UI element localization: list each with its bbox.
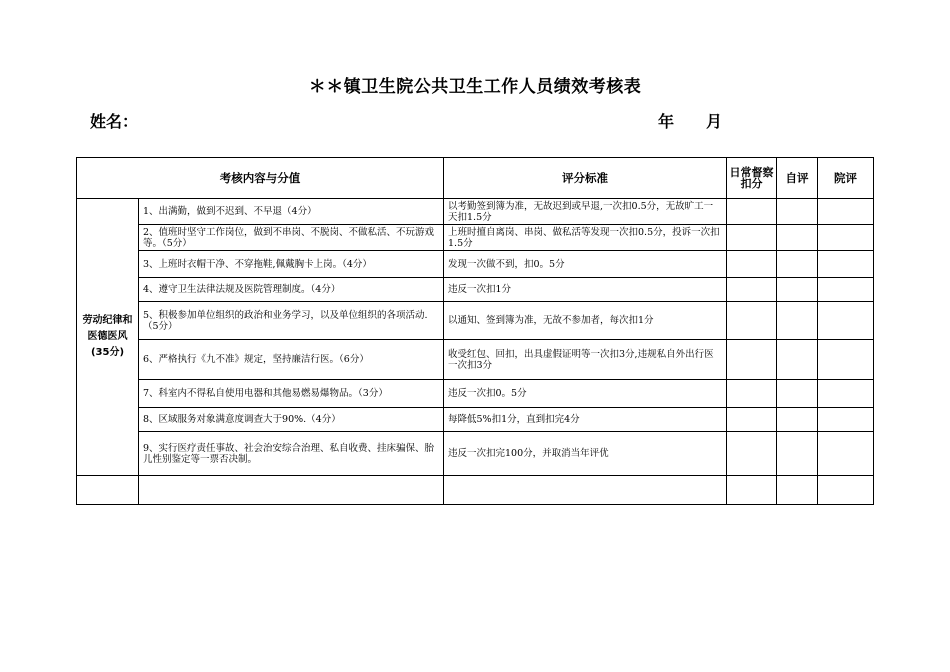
item-cell: 8、区域服务对象满意度调查大于90%.（4分） <box>139 408 444 432</box>
self-cell[interactable] <box>777 225 818 251</box>
self-cell[interactable] <box>777 251 818 278</box>
empty-cell[interactable] <box>77 476 139 505</box>
category-cell: 劳动纪律和医德医风(35分) <box>77 199 139 476</box>
hospital-cell[interactable] <box>818 380 874 408</box>
standard-cell: 违反一次扣0。5分 <box>444 380 727 408</box>
empty-cell[interactable] <box>139 476 444 505</box>
hospital-cell[interactable] <box>818 302 874 340</box>
table-row <box>77 380 874 408</box>
assessment-table <box>76 157 874 505</box>
daily-cell[interactable] <box>727 251 777 278</box>
hospital-cell[interactable] <box>818 408 874 432</box>
self-cell[interactable] <box>777 278 818 302</box>
empty-cell[interactable] <box>818 476 874 505</box>
hospital-cell[interactable] <box>818 199 874 225</box>
empty-cell[interactable] <box>444 476 727 505</box>
daily-cell[interactable] <box>727 225 777 251</box>
item-cell: 6、严格执行《九不准》规定，坚持廉洁行医。（6分） <box>139 340 444 380</box>
item-cell: 3、上班时衣帽干净、不穿拖鞋,佩戴胸卡上岗。（4分） <box>139 251 444 278</box>
table-row <box>77 432 874 476</box>
item-cell: 9、实行医疗责任事故、社会治安综合治理、私自收费、挂床骗保、胎儿性别鉴定等一票否决制。 <box>139 432 444 476</box>
daily-cell[interactable] <box>727 408 777 432</box>
name-label: 姓名： <box>90 112 139 131</box>
year-month-label <box>658 109 722 132</box>
item-cell: 7、科室内不得私自使用电器和其他易燃易爆物品。（3分） <box>139 380 444 408</box>
table-header-row <box>77 158 874 199</box>
item-cell: 4、遵守卫生法律法规及医院管理制度。（4分） <box>139 278 444 302</box>
table-row <box>77 278 874 302</box>
daily-cell[interactable] <box>727 278 777 302</box>
hospital-cell[interactable] <box>818 225 874 251</box>
self-cell[interactable] <box>777 380 818 408</box>
table-row <box>77 199 874 225</box>
item-cell: 1、出满勤，做到不迟到、不早退（4分） <box>139 199 444 225</box>
empty-cell[interactable] <box>777 476 818 505</box>
table-row <box>77 408 874 432</box>
table-row <box>77 302 874 340</box>
hospital-cell[interactable] <box>818 278 874 302</box>
daily-cell[interactable] <box>727 380 777 408</box>
table-row <box>77 251 874 278</box>
daily-cell[interactable] <box>727 432 777 476</box>
standard-cell: 发现一次做不到，扣0。5分 <box>444 251 727 278</box>
self-cell[interactable] <box>777 199 818 225</box>
hospital-cell[interactable] <box>818 432 874 476</box>
daily-cell[interactable] <box>727 340 777 380</box>
header-daily-deduction: 日常督察扣分 <box>727 158 777 199</box>
table-row <box>77 340 874 380</box>
standard-cell: 上班时擅自离岗、串岗、做私活等发现一次扣0.5分，投诉一次扣1.5分 <box>444 225 727 251</box>
daily-cell[interactable] <box>727 302 777 340</box>
hospital-cell[interactable] <box>818 251 874 278</box>
item-cell: 5、积极参加单位组织的政治和业务学习，以及单位组织的各项活动.（5分） <box>139 302 444 340</box>
standard-cell: 违反一次扣1分 <box>444 278 727 302</box>
standard-cell: 以通知、签到簿为准，无故不参加者，每次扣1分 <box>444 302 727 340</box>
header-standard: 评分标准 <box>444 158 727 199</box>
standard-cell: 以考勤签到簿为准，无故迟到或早退,一次扣0.5分，无故旷工一天扣1.5分 <box>444 199 727 225</box>
self-cell[interactable] <box>777 340 818 380</box>
header-hospital-eval: 院评 <box>818 158 874 199</box>
hospital-cell[interactable] <box>818 340 874 380</box>
standard-cell: 收受红包、回扣，出具虚假证明等一次扣3分,违规私自外出行医一次扣3分 <box>444 340 727 380</box>
standard-cell: 违反一次扣完100分，并取消当年评优 <box>444 432 727 476</box>
empty-cell[interactable] <box>727 476 777 505</box>
header-self-eval: 自评 <box>777 158 818 199</box>
document-title: ＊＊镇卫生院公共卫生工作人员绩效考核表 <box>308 77 642 97</box>
standard-cell: 每降低5%扣1分，直到扣完4分 <box>444 408 727 432</box>
table-row <box>77 225 874 251</box>
daily-cell[interactable] <box>727 199 777 225</box>
table-row-empty <box>77 476 874 505</box>
self-cell[interactable] <box>777 302 818 340</box>
month-label: 月 <box>706 112 723 131</box>
header-content: 考核内容与分值 <box>77 158 444 199</box>
item-cell: 2、值班时坚守工作岗位，做到不串岗、不脱岗、不做私活、不玩游戏等。（5分） <box>139 225 444 251</box>
year-label: 年 <box>658 112 675 131</box>
self-cell[interactable] <box>777 432 818 476</box>
self-cell[interactable] <box>777 408 818 432</box>
